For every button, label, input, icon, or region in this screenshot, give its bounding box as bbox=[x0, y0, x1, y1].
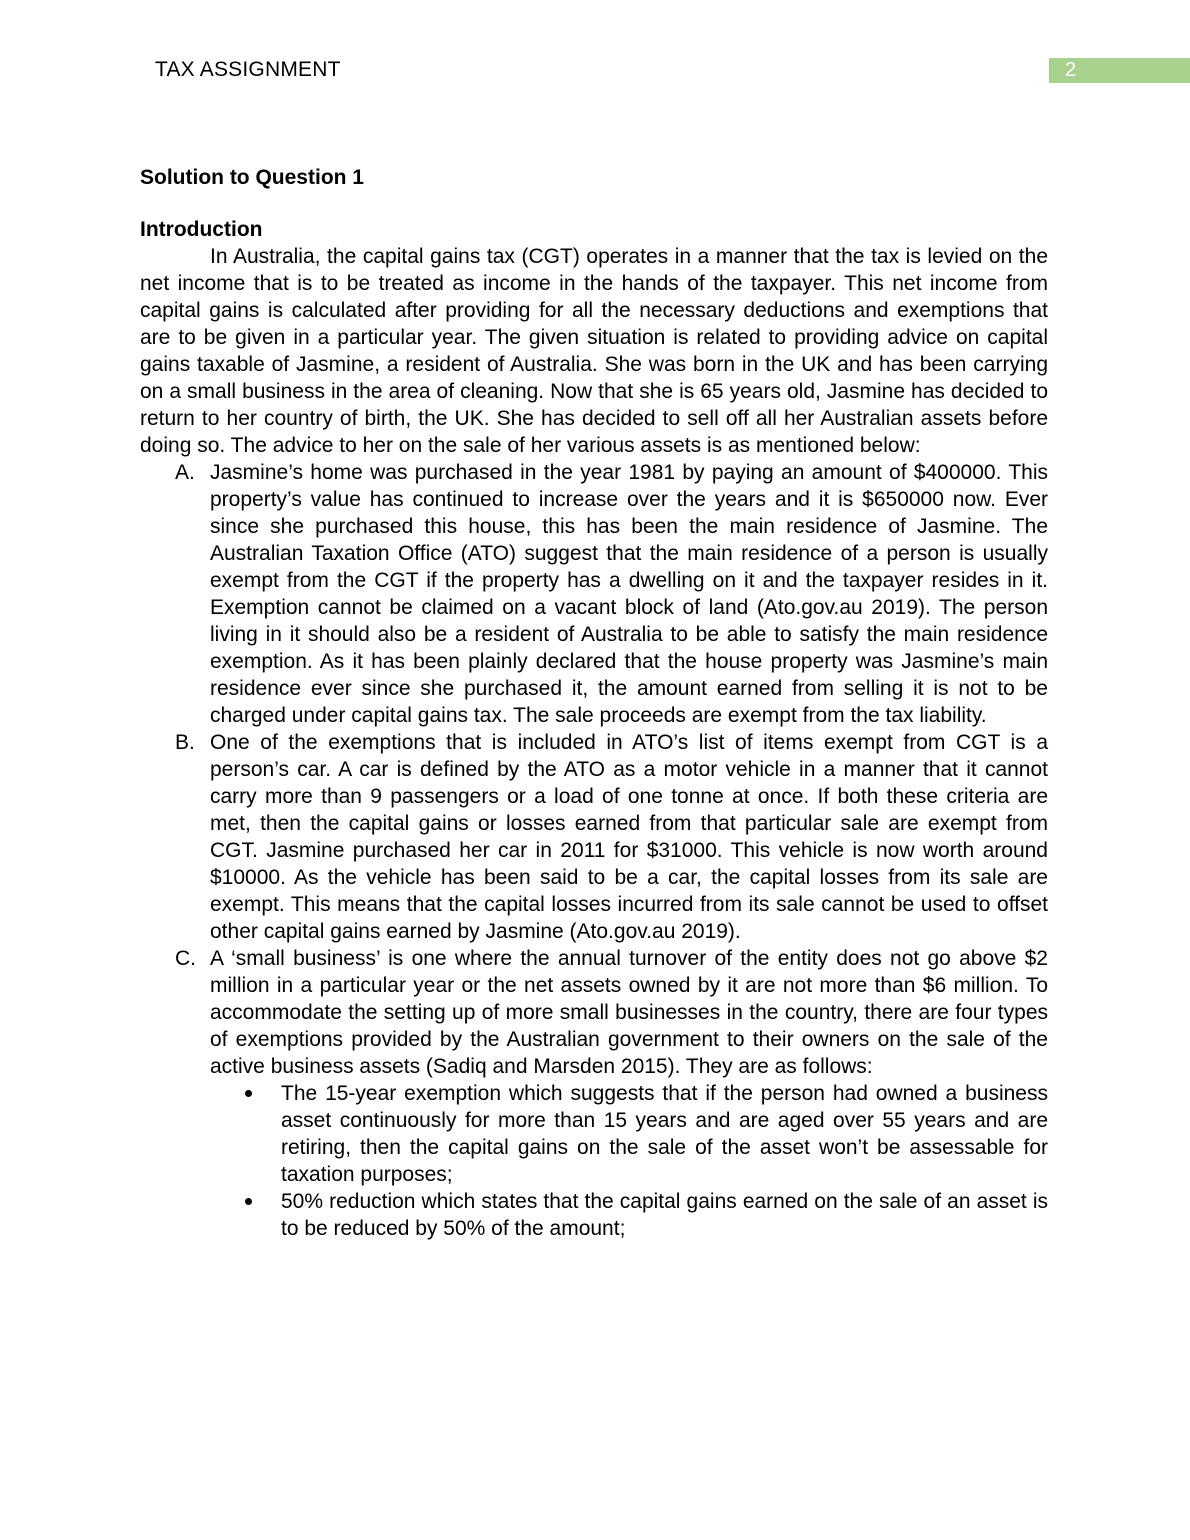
bullet-text: The 15-year exemption which suggests that if the person had owned a business asset continuously for more than 15 years and are aged over 55 years and are retiring, then the capital gains on the sale of the asset won’t be assessable for taxation purposes; bbox=[281, 1082, 1048, 1186]
list-marker: B. bbox=[175, 731, 195, 754]
list-item-text: A ‘small business’ is one where the annual turnover of the entity does not go above $2 million in a particular year or the net assets owned by it are not more than $6 million. To accommodate the setting up of more small businesses in the country, there are four types of exemptions provided by the Australian government to their owners on the sale of the active business assets (Sadiq and Marsden 2015). They are as follows: bbox=[210, 947, 1048, 1078]
list-marker: A. bbox=[175, 461, 195, 484]
document-body bbox=[140, 164, 1048, 1242]
bullet-icon bbox=[245, 1198, 252, 1205]
list-item-b bbox=[175, 729, 1048, 945]
bullet-item bbox=[281, 1080, 1048, 1188]
list-item-c bbox=[175, 945, 1048, 1242]
bullet-text: 50% reduction which states that the capital gains earned on the sale of an asset is to be reduced by 50% of the amount; bbox=[281, 1190, 1048, 1240]
bullet-icon bbox=[245, 1090, 252, 1097]
advice-list bbox=[140, 459, 1048, 1242]
list-item-text: Jasmine’s home was purchased in the year 1981 by paying an amount of $400000. This property’s value has continued to increase over the years and it is $650000 now. Ever since she purchased this house, this has been the main residence of Jasmine. The Australian Taxation Office (ATO) suggest that the main residence of a person is usually exempt from the CGT if the property has a dwelling on it and the taxpayer resides in it. Exemption cannot be claimed on a vacant block of land (Ato.gov.au 2019). The person living in it should also be a resident of Australia to be able to satisfy the main residence exemption. As it has been plainly declared that the house property was Jasmine’s main residence ever since she purchased it, the amount earned from selling it is not to be charged under capital gains tax. The sale proceeds are exempt from the tax liability. bbox=[210, 461, 1048, 727]
header-title: TAX ASSIGNMENT bbox=[155, 58, 341, 81]
exemption-bullet-list bbox=[210, 1080, 1048, 1242]
intro-paragraph: In Australia, the capital gains tax (CGT) operates in a manner that the tax is levied on the net income that is to be treated as income in the hands of the taxpayer. This net income from capital gains is calculated after providing for all the necessary deductions and exemptions that are to be given in a particular year. The given situation is related to providing advice on capital gains taxable of Jasmine, a resident of Australia. She was born in the UK and has been carrying on a small business in the area of cleaning. Now that she is 65 years old, Jasmine has decided to return to her country of birth, the UK. She has decided to sell off all her Australian assets before doing so. The advice to her on the sale of her various assets is as mentioned below: bbox=[140, 245, 1048, 457]
introduction-heading: Introduction bbox=[140, 218, 263, 241]
page-number-badge bbox=[1049, 58, 1190, 83]
list-marker: C. bbox=[175, 947, 196, 970]
solution-heading: Solution to Question 1 bbox=[140, 166, 364, 189]
list-item-text: One of the exemptions that is included in ATO’s list of items exempt from CGT is a person’s car. A car is defined by the ATO as a motor vehicle in a manner that it cannot carry more than 9 passengers or a load of one tonne at once. If both these criteria are met, then the capital gains or losses earned from that particular sale are exempt from CGT. Jasmine purchased her car in 2011 for $31000. This vehicle is now worth around $10000. As the vehicle has been said to be a car, the capital losses from its sale are exempt. This means that the capital losses incurred from its sale cannot be used to offset other capital gains earned by Jasmine (Ato.gov.au 2019). bbox=[210, 731, 1048, 943]
list-item-a bbox=[175, 459, 1048, 729]
page-number: 2 bbox=[1065, 59, 1077, 81]
bullet-item bbox=[281, 1188, 1048, 1242]
